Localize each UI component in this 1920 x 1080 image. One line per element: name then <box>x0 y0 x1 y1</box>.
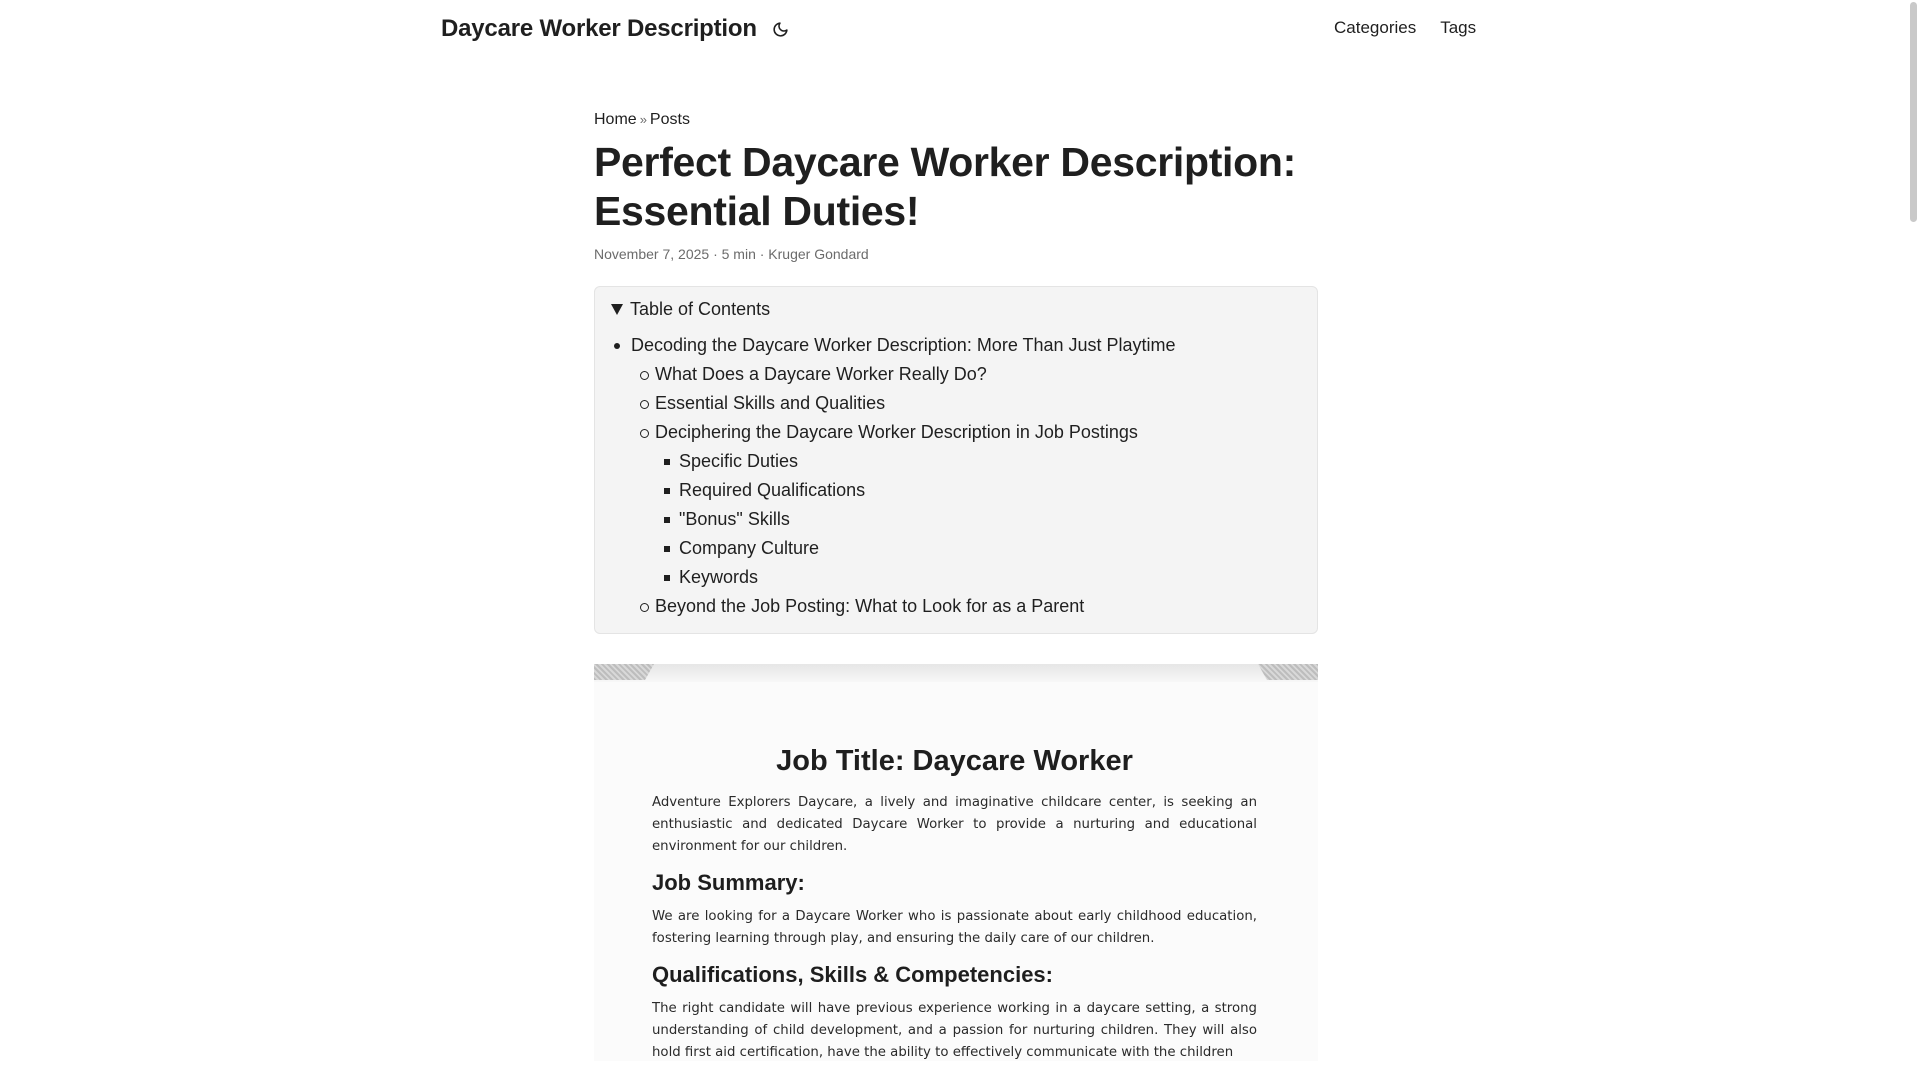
tape-left-decoration <box>594 664 654 680</box>
triangle-down-icon <box>611 304 623 315</box>
nav-categories[interactable]: Categories <box>1334 18 1417 37</box>
breadcrumb-posts[interactable]: Posts <box>649 111 690 128</box>
toc-link[interactable]: Beyond the Job Posting: What to Look for as a Parent <box>655 596 1085 616</box>
cover-bottom-edge <box>594 1061 1318 1069</box>
document-intro: Adventure Explorers Daycare, a lively and imaginative childcare center, is seeking an enthusiastic and dedicated Daycare Worker to provide a nurturing and educational environment for our children. <box>652 795 1257 854</box>
page-scrollbar[interactable] <box>1905 0 1920 1080</box>
site-header <box>0 0 1905 60</box>
toc-item <box>635 389 1301 418</box>
toc-link[interactable]: Specific Duties <box>679 451 799 471</box>
scrollbar-thumb[interactable] <box>1910 2 1917 222</box>
document-summary-text: We are looking for a Daycare Worker who is passionate about early childhood education, fostering learning through play, and ensuring the daily care of our children. <box>652 909 1257 946</box>
toc-link[interactable]: Decoding the Daycare Worker Description: More Than Just Playtime <box>631 335 1176 355</box>
toc-sublist <box>635 360 1301 621</box>
moon-icon[interactable] <box>771 19 791 39</box>
site-title-link[interactable]: Daycare Worker Description <box>441 15 757 42</box>
main-content <box>594 108 1318 1069</box>
logo-wrap <box>441 15 791 43</box>
toc-item <box>635 360 1301 389</box>
breadcrumb-home[interactable]: Home <box>594 111 637 128</box>
toc-item <box>635 418 1301 592</box>
toc-link[interactable]: Deciphering the Daycare Worker Description in Job Postings <box>655 422 1138 442</box>
toc-sublist <box>659 447 1301 592</box>
breadcrumb <box>594 108 1318 132</box>
toc-link[interactable]: What Does a Daycare Worker Really Do? <box>655 364 987 384</box>
post-meta: November 7, 2025 · 5 min · Kruger Gondard <box>594 246 869 262</box>
document-qualifications-heading: Qualifications, Skills & Competencies: <box>652 962 1053 987</box>
cover-image <box>594 664 1318 1069</box>
toc-item <box>659 563 1301 592</box>
toc-summary-label: Table of Contents <box>630 299 771 319</box>
document-qualifications-text: The right candidate will have previous experience working in a daycare setting, a strong understanding of child development, and a passion for nurturing children. They will also hold first aid certification, have the ability to effectively communicate with the children <box>652 1001 1257 1060</box>
breadcrumb-separator: » <box>639 112 647 127</box>
nav-tags[interactable]: Tags <box>1440 18 1477 37</box>
document-title: Job Title: Daycare Worker <box>776 745 1133 777</box>
job-description-document <box>652 744 1257 1064</box>
document-summary-heading: Job Summary: <box>652 870 805 895</box>
toc-summary-toggle[interactable] <box>611 297 1301 321</box>
tape-right-decoration <box>1258 664 1318 680</box>
toc-item <box>659 447 1301 476</box>
toc-item <box>611 331 1301 621</box>
table-of-contents <box>594 286 1318 634</box>
toc-item <box>659 534 1301 563</box>
toc-item <box>659 505 1301 534</box>
toc-link[interactable]: Essential Skills and Qualities <box>655 393 886 413</box>
page-title: Perfect Daycare Worker Description: Essential Duties! <box>594 139 1296 234</box>
toc-link[interactable]: Keywords <box>679 567 759 587</box>
main-nav <box>1334 18 1476 38</box>
toc-list <box>611 331 1301 621</box>
toc-link[interactable]: "Bonus" Skills <box>679 509 790 529</box>
toc-item <box>659 476 1301 505</box>
toc-link[interactable]: Required Qualifications <box>679 480 866 500</box>
toc-item <box>635 592 1301 621</box>
cover-top-edge <box>594 664 1318 682</box>
toc-link[interactable]: Company Culture <box>679 538 820 558</box>
